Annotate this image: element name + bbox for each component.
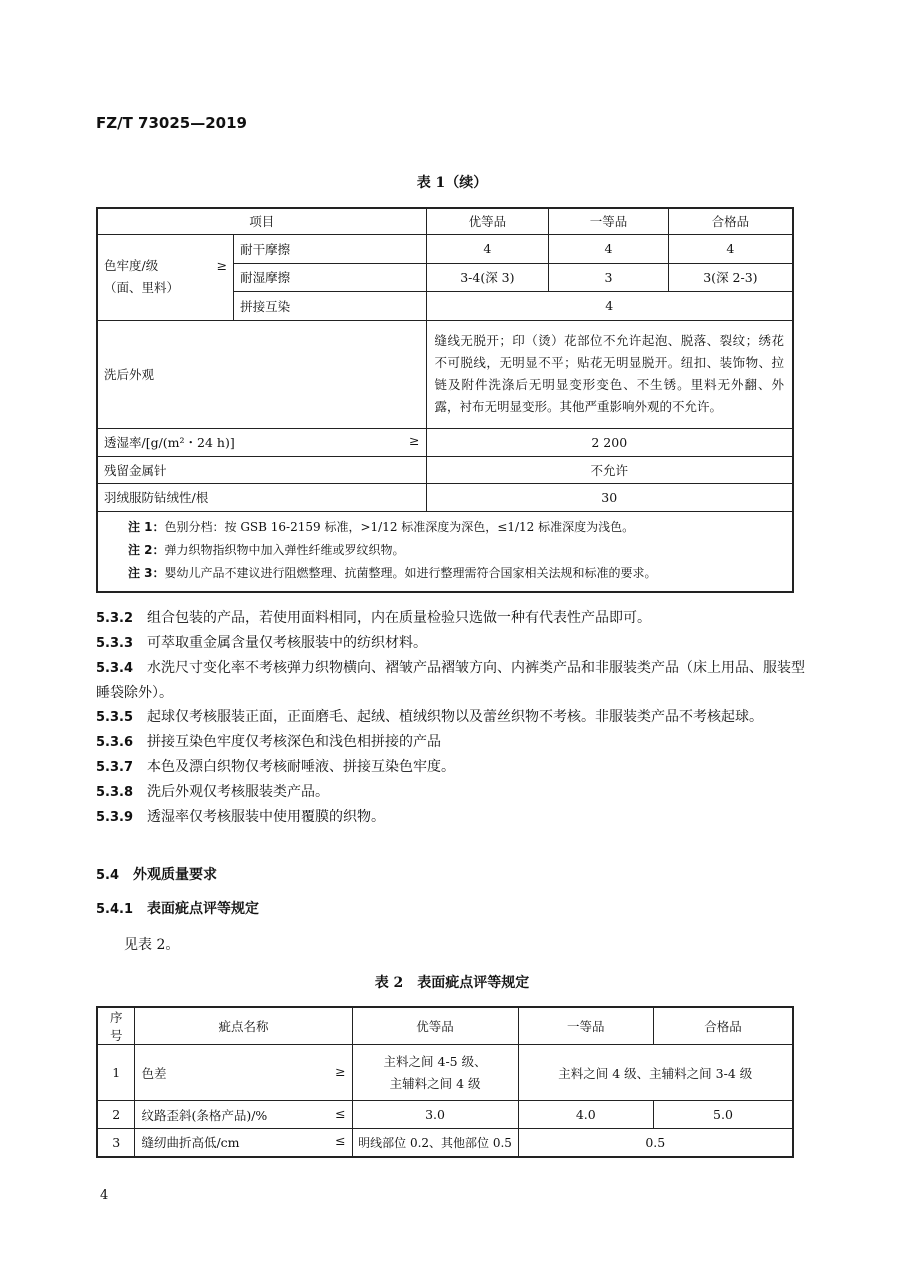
row-number: 3 <box>97 1129 135 1157</box>
clause <box>96 656 808 705</box>
clause-text: 拼接互染色牢度仅考核深色和浅色相拼接的产品 <box>147 734 442 750</box>
clause-number: 5.3.6 <box>96 735 134 750</box>
table-row <box>97 320 793 428</box>
see-table-text: 见表 2。 <box>124 937 180 953</box>
clause-text: 本色及漂白织物仅考核耐唾液、拼接互染色牢度。 <box>147 759 456 775</box>
le-symbol: ≤ <box>335 1133 346 1149</box>
note-text: 弹力织物指织物中加入弹性纤维或罗纹织物。 <box>164 542 405 557</box>
clause <box>96 730 808 755</box>
label-line: 色牢度/级 <box>104 258 159 273</box>
value-cell: 主料之间 4 级、主辅料之间 3-4 级 <box>518 1045 793 1101</box>
clause <box>96 805 808 830</box>
value-cell: 3.0 <box>352 1101 518 1129</box>
notes-cell <box>97 511 793 592</box>
clause-number: 5.3.3 <box>96 636 134 651</box>
table-row <box>97 428 793 456</box>
row-number: 2 <box>97 1101 135 1129</box>
clause <box>96 780 808 805</box>
clause-text: 可萃取重金属含量仅考核服装中的纺织材料。 <box>147 635 428 651</box>
defect-name <box>135 1101 352 1129</box>
value-cell: 30 <box>426 483 793 511</box>
wash-appearance-label: 洗后外观 <box>97 320 426 428</box>
down-label: 羽绒服防钻绒性/根 <box>97 483 426 511</box>
table2-caption: 表 2 表面疵点评等规定 <box>374 975 530 991</box>
value-cell: 3(深 2-3) <box>668 263 793 291</box>
header-defect-name: 疵点名称 <box>135 1007 352 1045</box>
section-number: 5.4.1 <box>96 902 134 917</box>
header-grade-pass: 合格品 <box>654 1007 794 1045</box>
page-number: 4 <box>100 1188 109 1203</box>
note-prefix: 注 3： <box>128 565 165 580</box>
ge-symbol: ≥ <box>335 1063 346 1079</box>
clause-number: 5.3.2 <box>96 611 134 626</box>
table-row <box>97 1129 793 1157</box>
clause-number: 5.3.8 <box>96 785 134 800</box>
note-prefix: 注 2： <box>128 542 165 557</box>
clause-number: 5.3.9 <box>96 810 134 825</box>
le-symbol: ≤ <box>335 1105 346 1121</box>
clause <box>96 705 808 730</box>
clause <box>96 631 808 656</box>
clause-text: 水洗尺寸变化率不考核弹力织物横向、褶皱产品褶皱方向、内裤类产品和非服装类产品（床上用品、服装型睡袋除外）。 <box>96 660 806 701</box>
document-code: FZ/T 73025—2019 <box>96 114 247 132</box>
table-row <box>97 483 793 511</box>
clause <box>96 755 808 780</box>
value-cell: 明线部位 0.2、其他部位 0.5 <box>352 1129 518 1157</box>
table-row <box>97 234 793 263</box>
section-5-4-1-heading <box>96 898 259 918</box>
needle-label: 残留金属针 <box>97 456 426 483</box>
value-cell <box>352 1045 518 1101</box>
note-text: 婴幼儿产品不建议进行阻燃整理、抗菌整理。如进行整理需符合国家相关法规和标准的要求。 <box>164 565 657 580</box>
note-2 <box>128 539 778 562</box>
clause-number: 5.3.5 <box>96 710 134 725</box>
defect-name-text: 色差 <box>141 1065 167 1081</box>
defect-name <box>135 1045 352 1101</box>
table1-caption: 表 1（续） <box>416 175 488 191</box>
header-no: 序号 <box>97 1007 135 1045</box>
value-cell: 3-4(深 3) <box>426 263 549 291</box>
header-grade-first: 一等品 <box>518 1007 653 1045</box>
note-text: 色别分档：按 GSB 16-2159 标准，>1/12 标准深度为深色，≤1/12 标准深度为浅色。 <box>164 519 635 534</box>
table-row <box>97 1101 793 1129</box>
clause-number: 5.3.7 <box>96 760 134 775</box>
section-5-4-heading <box>96 864 217 884</box>
item-cell: 耐湿摩擦 <box>234 263 426 291</box>
note-3 <box>128 562 778 585</box>
value-line: 主料之间 4-5 级、 <box>383 1053 487 1069</box>
defect-name <box>135 1129 352 1157</box>
clause-text: 洗后外观仅考核服装类产品。 <box>147 784 330 800</box>
header-grade-pass: 合格品 <box>668 208 793 234</box>
header-grade-top: 优等品 <box>352 1007 518 1045</box>
header-grade-top: 优等品 <box>426 208 549 234</box>
color-fastness-label <box>97 234 234 320</box>
defect-name-text: 缝纫曲折高低/cm <box>141 1135 240 1151</box>
clause <box>96 606 808 631</box>
item-cell: 拼接互染 <box>234 291 426 320</box>
section-title: 表面疵点评等规定 <box>147 901 260 917</box>
ge-symbol: ≥ <box>216 258 228 273</box>
notes-row <box>97 511 793 592</box>
clause-text: 透湿率仅考核服装中使用覆膜的织物。 <box>147 809 386 825</box>
table2-header-row <box>97 1007 793 1045</box>
value-cell: 0.5 <box>518 1129 793 1157</box>
value-cell: 4 <box>426 291 793 320</box>
value-line: 主辅料之间 4 级 <box>389 1075 481 1091</box>
value-cell: 5.0 <box>654 1101 794 1129</box>
table-row <box>97 1045 793 1101</box>
note-prefix: 注 1： <box>128 519 165 534</box>
defect-name-text: 纹路歪斜(条格产品)/% <box>141 1107 268 1123</box>
table2 <box>96 1006 794 1158</box>
label-line: （面、里料） <box>104 280 180 295</box>
value-cell: 4 <box>426 234 549 263</box>
value-cell: 4.0 <box>518 1101 653 1129</box>
item-cell: 耐干摩擦 <box>234 234 426 263</box>
value-cell: 2 200 <box>426 428 793 456</box>
wash-appearance-text: 缝线无脱开；印（烫）花部位不允许起泡、脱落、裂纹；绣花不可脱线，无明显不平；贴花无明显脱开。纽扣、装饰物、拉链及附件洗涤后无明显变形变色、不生锈。里料无外翻、外露，衬布无明显变形。其他严重影响外观的不允许。 <box>426 320 793 428</box>
section-title: 外观质量要求 <box>133 867 218 883</box>
moisture-label <box>97 428 426 456</box>
header-grade-first: 一等品 <box>549 208 669 234</box>
row-number: 1 <box>97 1045 135 1101</box>
value-cell: 不允许 <box>426 456 793 483</box>
note-1 <box>128 516 778 539</box>
clause-list <box>96 606 808 830</box>
table-row <box>97 456 793 483</box>
value-cell: 4 <box>549 234 669 263</box>
ge-symbol: ≥ <box>409 433 420 448</box>
value-cell: 3 <box>549 263 669 291</box>
label-text: 透湿率/[g/(m²・24 h)] <box>104 435 235 450</box>
table1 <box>96 207 794 593</box>
section-number: 5.4 <box>96 868 120 883</box>
value-cell: 4 <box>668 234 793 263</box>
clause-number: 5.3.4 <box>96 661 134 676</box>
header-item: 项目 <box>97 208 426 234</box>
clause-text: 组合包装的产品，若使用面料相同，内在质量检验只选做一种有代表性产品即可。 <box>147 610 652 626</box>
table1-header-row <box>97 208 793 234</box>
clause-text: 起球仅考核服装正面，正面磨毛、起绒、植绒织物以及蕾丝织物不考核。非服装类产品不考核起球。 <box>147 709 764 725</box>
